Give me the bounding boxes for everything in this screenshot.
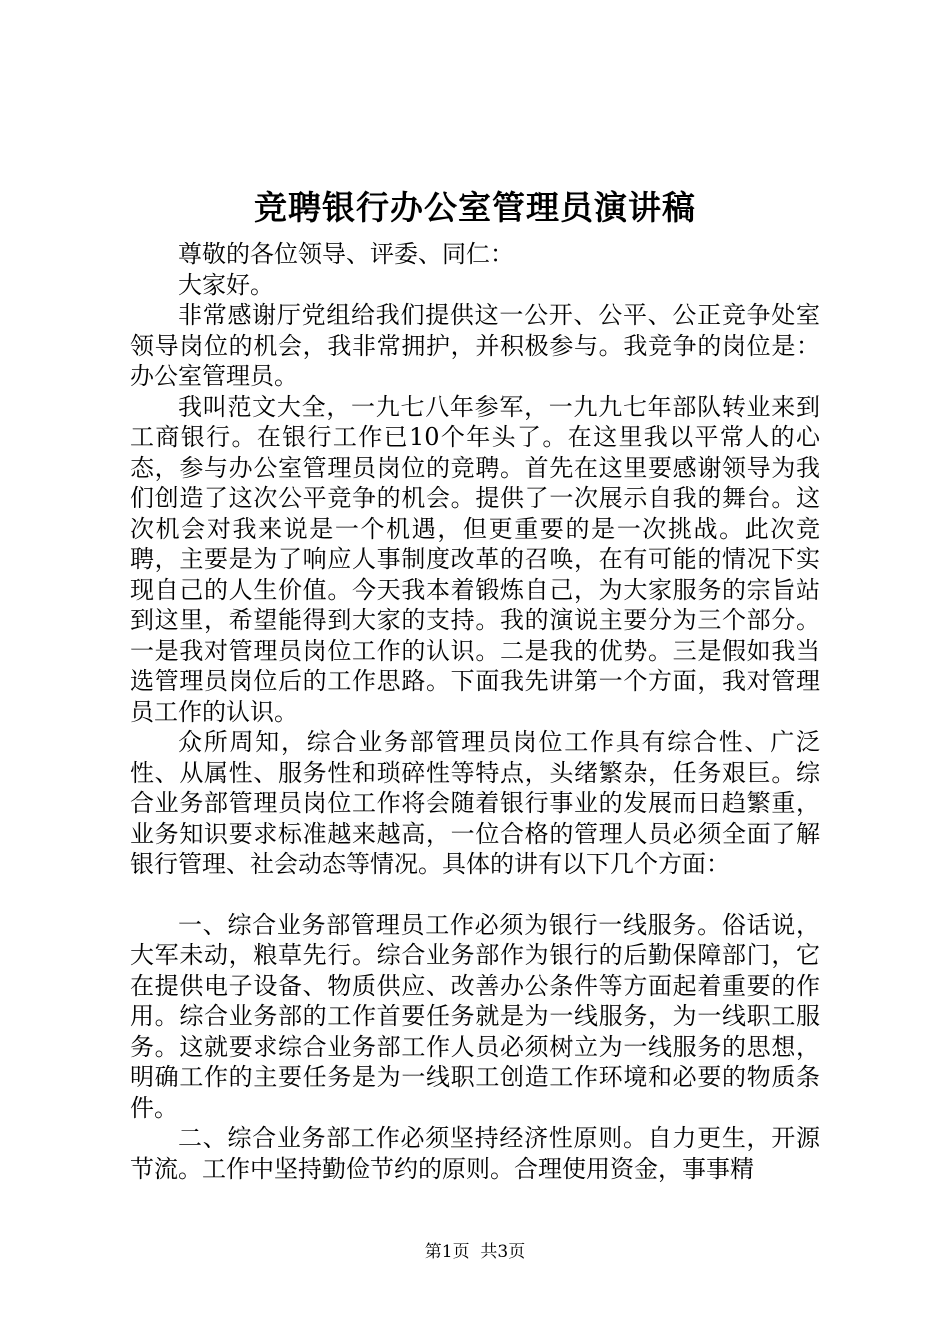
document-title: 竞聘银行办公室管理员演讲稿 <box>254 188 696 227</box>
body-paragraph: 众所周知，综合业务部管理员岗位工作具有综合性、广泛性、从属性、服务性和琐碎性等特点，头绪繁杂，任务艰巨。综合业务部管理员岗位工作将会随着银行事业的发展而日趋繁重，业务知识要求标准越来越高，一位合格的管理人员必须全面了解银行管理、社会动态等情况。具体的讲有以下几个方面： <box>130 728 820 878</box>
footer-spacer <box>470 1242 481 1262</box>
page-total: 共3页 <box>480 1242 526 1262</box>
document-body <box>130 239 820 1184</box>
body-paragraph: 二、综合业务部工作必须坚持经济性原则。自力更生，开源节流。工作中坚持勤俭节约的原则。合理使用资金，事事精 <box>130 1124 820 1183</box>
page-footer <box>0 1240 950 1264</box>
page-number: 第1页 <box>424 1242 470 1262</box>
body-paragraph: 一、综合业务部管理员工作必须为银行一线服务。俗话说，大军未动，粮草先行。综合业务部作为银行的后勤保障部门，它在提供电子设备、物质供应、改善办公条件等方面起着重要的作用。综合业务部的工作首要任务就是为一线服务，为一线职工服务。这就要求综合业务部工作人员必须树立为一线服务的思想，明确工作的主要任务是为一线职工创造工作环境和必要的物质条件。 <box>130 910 820 1122</box>
salutation-paragraph: 尊敬的各位领导、评委、同仁： <box>178 240 514 268</box>
body-paragraph: 非常感谢厅党组给我们提供这一公开、公平、公正竞争处室领导岗位的机会，我非常拥护，并积极参与。我竞争的岗位是：办公室管理员。 <box>130 301 820 390</box>
greeting-paragraph: 大家好。 <box>178 270 274 299</box>
body-paragraph: 我叫范文大全，一九七八年参军，一九九七年部队转业来到工商银行。在银行工作已10个年头了。在这里我以平常人的心态，参与办公室管理员岗位的竞聘。首先在这里要感谢领导为我们创造了这次公平竞争的机会。提供了一次展示自我的舞台。这次机会对我来说是一个机遇，但更重要的是一次挑战。此次竞聘，主要是为了响应人事制度改革的召唤，在有可能的情况下实现自己的人生价值。今天我本着锻炼自己，为大家服务的宗旨站到这里，希望能得到大家的支持。我的演说主要分为三个部分。一是我对管理员岗位工作的认识。二是我的优势。三是假如我当选管理员岗位后的工作思路。下面我先讲第一个方面，我对管理员工作的认识。 <box>130 392 820 726</box>
